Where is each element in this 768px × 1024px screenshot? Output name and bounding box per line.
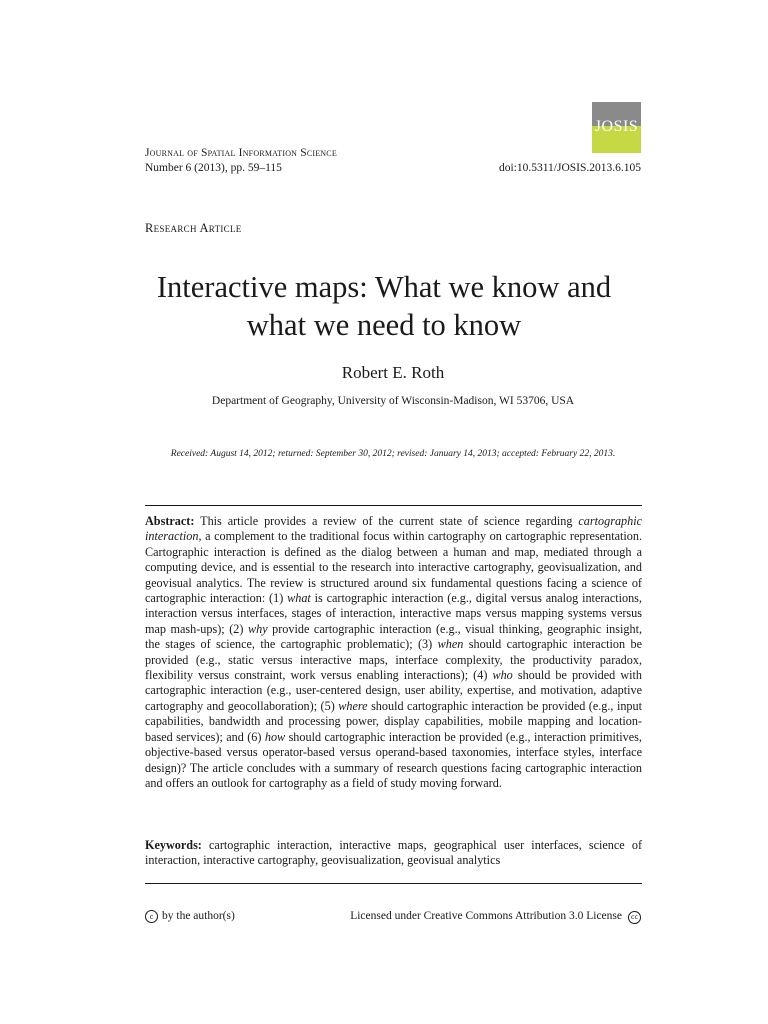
logo-text: JOSIS xyxy=(594,118,639,135)
abstract-emphasis: why xyxy=(247,621,268,636)
abstract-segment: should cartographic interaction be provided (e.g., interaction primitives, objective-based versus operator-based versus operand-based taxonomies, interface styles, interface design)? The article concludes with a summary of research questions facing cartographic interaction and offers an outlook for cartography as a field of study moving forward. xyxy=(145,729,642,790)
keywords-label: Keywords: xyxy=(145,838,202,852)
doi-link[interactable]: doi:10.5311/JOSIS.2013.6.105 xyxy=(498,162,641,174)
abstract-segment: should cartographic interaction be provided (e.g., input capabilities, bandwidth and processing power, display capabilities, mobile mapping and location-based services); and (6) xyxy=(145,698,642,744)
abstract-emphasis: who xyxy=(492,668,513,683)
abstract-segment: is cartographic interaction (e.g., digital versus analog interactions, interaction versus interfaces, stages of interaction, interactive maps versus mapping systems versus map mash-ups); (2) xyxy=(145,591,642,636)
abstract-text xyxy=(145,514,642,790)
author-affiliation: Department of Geography, University of Wisconsin-Madison, WI 53706, USA xyxy=(211,395,575,407)
abstract-emphasis: how xyxy=(264,729,286,744)
copyright-notice xyxy=(145,910,235,923)
abstract-segment: , a complement to the traditional focus within cartography on cartographic representation. Cartographic interaction is defined as the dialog between a human and map, mediated through a computing device, and is essential to the research into interactive cartography, geovisualization, and geovisual analytics. The review is structured around six fundamental questions facing a science of cartographic interaction: (1) xyxy=(145,529,642,606)
josis-logo xyxy=(592,102,641,153)
abstract-segment: should cartographic interaction be provided (e.g., static versus interactive maps, interface complexity, the productivity paradox, flexibility versus constraint, work versus enabling interactions); (4) xyxy=(145,637,642,683)
creative-commons-icon: cc xyxy=(628,911,641,924)
abstract xyxy=(145,514,642,791)
author-name: Robert E. Roth xyxy=(341,363,445,382)
article-type: Research Article xyxy=(145,221,242,235)
abstract-segment: provide cartographic interaction (e.g., visual thinking, geographic insight, the stages of science, the cartographic problematic); (3) xyxy=(145,621,642,652)
abstract-emphasis: cartographic interaction xyxy=(145,514,643,544)
abstract-emphasis: where xyxy=(338,698,368,713)
abstract-segment: This article provides a review of the current state of science regarding xyxy=(200,514,579,528)
abstract-label: Abstract: xyxy=(145,514,195,528)
keywords-text: cartographic interaction, interactive maps, geographical user interfaces, science of interaction, interactive cartography, geovisualization, geovisual analytics xyxy=(145,838,642,868)
abstract-segment: should be provided with cartographic interaction (e.g., user-centered design, user ability, expertise, and motivation, adaptive cartography and geocollaboration); (5) xyxy=(145,668,642,713)
article-title: Interactive maps: What we know and what we need to know xyxy=(156,270,612,342)
copyright-text: by the author(s) xyxy=(162,910,235,922)
bottom-divider xyxy=(145,883,642,884)
keywords xyxy=(145,838,642,869)
abstract-emphasis: when xyxy=(437,637,464,652)
journal-issue: Number 6 (2013), pp. 59–115 xyxy=(145,162,282,174)
license-link[interactable]: Licensed under Creative Commons Attribution 3.0 License xyxy=(350,910,622,922)
top-divider xyxy=(145,505,642,506)
publication-dates: Received: August 14, 2012; returned: September 30, 2012; revised: January 14, 2013; accepted: February 22, 2013. xyxy=(170,449,616,459)
journal-name: Journal of Spatial Information Science xyxy=(145,147,337,159)
copyright-icon: c xyxy=(145,910,158,923)
license-notice xyxy=(350,910,641,924)
abstract-emphasis: what xyxy=(287,591,311,606)
